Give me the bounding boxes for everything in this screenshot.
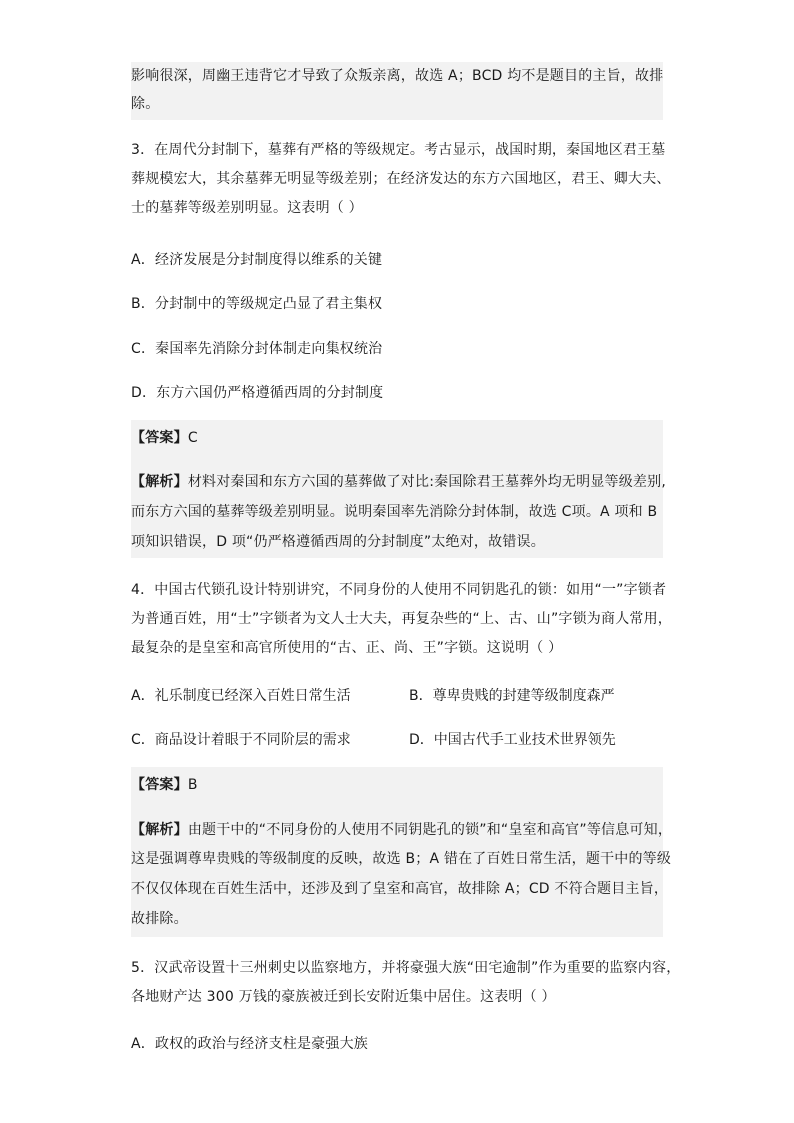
q4-explanation-label: 【解析】 <box>131 822 188 838</box>
q4-option-a: A．礼乐制度已经深入百姓日常生活 <box>131 688 351 704</box>
q3-option-b <box>131 294 663 314</box>
q3-option-c-text: C．秦国率先消除分封体制走向集权统治 <box>131 341 383 357</box>
q3-option-a-text: A．经济发展是分封制度得以维系的关键 <box>131 252 383 268</box>
q3-stem-line-1: 3．在周代分封制下，墓葬有严格的等级规定。考古显示，战国时期，秦国地区君王墓 <box>131 142 666 158</box>
q5-stem-line-1: 5．汉武帝设置十三州刺史以监察地方，并将豪强大族“田宅逾制”作为重要的监察内容， <box>131 960 681 976</box>
q3-option-b-text: B．分封制中的等级规定凸显了君主集权 <box>131 296 383 312</box>
q3-option-c <box>131 339 663 359</box>
question-4 <box>131 580 673 660</box>
q4-explanation-line-1 <box>131 820 672 840</box>
q3-answer-line <box>131 428 198 448</box>
q4-options-row-2 <box>131 730 663 750</box>
prev-explanation-line-1: 影响很深，周幽王违背它才导致了众叛亲离，故选 A；BCD 均不是题目的主旨，故排 <box>131 68 664 84</box>
q3-answer-label: 【答案】 <box>131 430 188 446</box>
q4-stem-line-2: 为普通百姓，用“士”字锁者为文人士大夫，再复杂些的“上、古、山”字锁为商人常用， <box>131 611 673 627</box>
q4-option-d: D．中国古代手工业技术世界领先 <box>409 732 616 748</box>
q5-option-a-text: A．政权的政治与经济支柱是豪强大族 <box>131 1036 368 1052</box>
q4-option-b: B．尊卑贵贱的封建等级制度森严 <box>409 688 615 704</box>
q3-explanation-label: 【解析】 <box>131 474 188 490</box>
q4-answer-box <box>131 767 673 937</box>
q5-stem-line-2: 各地财产达 300 万钱的豪族被迁到长安附近集中居住。这表明（ ） <box>131 989 556 1005</box>
q3-answer-value: C <box>187 430 198 446</box>
question-5 <box>131 958 681 1008</box>
q4-answer-line <box>131 775 198 795</box>
prev-explanation-box <box>131 62 663 120</box>
q3-option-d <box>131 383 663 403</box>
question-3 <box>131 140 671 230</box>
q5-option-a <box>131 1034 663 1054</box>
q4-options-row-1 <box>131 686 663 706</box>
q4-answer-value: B <box>187 777 198 793</box>
q3-stem-line-3: 士的墓葬等级差别明显。这表明（ ） <box>131 200 363 216</box>
q3-explanation-line-2: 而东方六国的墓葬等级差别明显。说明秦国率先消除分封体制，故选 C项。A 项和 B <box>131 504 658 520</box>
q3-explanation-line-1 <box>131 472 666 492</box>
q4-explanation-line-3: 不仅仅体现在百姓生活中，还涉及到了皇室和高官，故排除 A；CD 不符合题目主旨， <box>131 881 669 897</box>
q4-option-c: C．商品设计着眼于不同阶层的需求 <box>131 732 351 748</box>
q4-stem-line-3: 最复杂的是皇室和高官所使用的“古、正、尚、王”字锁。这说明（ ） <box>131 640 563 656</box>
q4-explanation-line-2: 这是强调尊卑贵贱的等级制度的反映，故选 B；A 错在了百姓日常生活，题干中的等级 <box>131 851 672 867</box>
q3-stem-line-2: 葬规模宏大，其余墓葬无明显等级差别；在经济发达的东方六国地区，君王、卿大夫、 <box>131 171 671 187</box>
q3-explanation-line-3: 项知识错误，D 项“仍严格遵循西周的分封制度”太绝对，故错误。 <box>131 534 545 550</box>
prev-explanation-line-2: 除。 <box>131 96 160 112</box>
q4-answer-label: 【答案】 <box>131 777 188 793</box>
q4-stem-line-1: 4．中国古代锁孔设计特别讲究，不同身份的人使用不同钥匙孔的锁：如用“一”字锁者 <box>131 582 667 598</box>
q3-answer-box <box>131 420 666 558</box>
q4-explanation-line-4: 故排除。 <box>131 911 188 927</box>
q3-explanation-text-1: 材料对秦国和东方六国的墓葬做了对比:秦国除君王墓葬外均无明显等级差别, <box>187 474 666 490</box>
q3-option-d-text: D．东方六国仍严格遵循西周的分封制度 <box>131 385 384 401</box>
q4-explanation-text-1: 由题干中的“不同身份的人使用不同钥匙孔的锁”和“皇室和高官”等信息可知， <box>187 822 673 838</box>
q3-option-a <box>131 250 663 270</box>
